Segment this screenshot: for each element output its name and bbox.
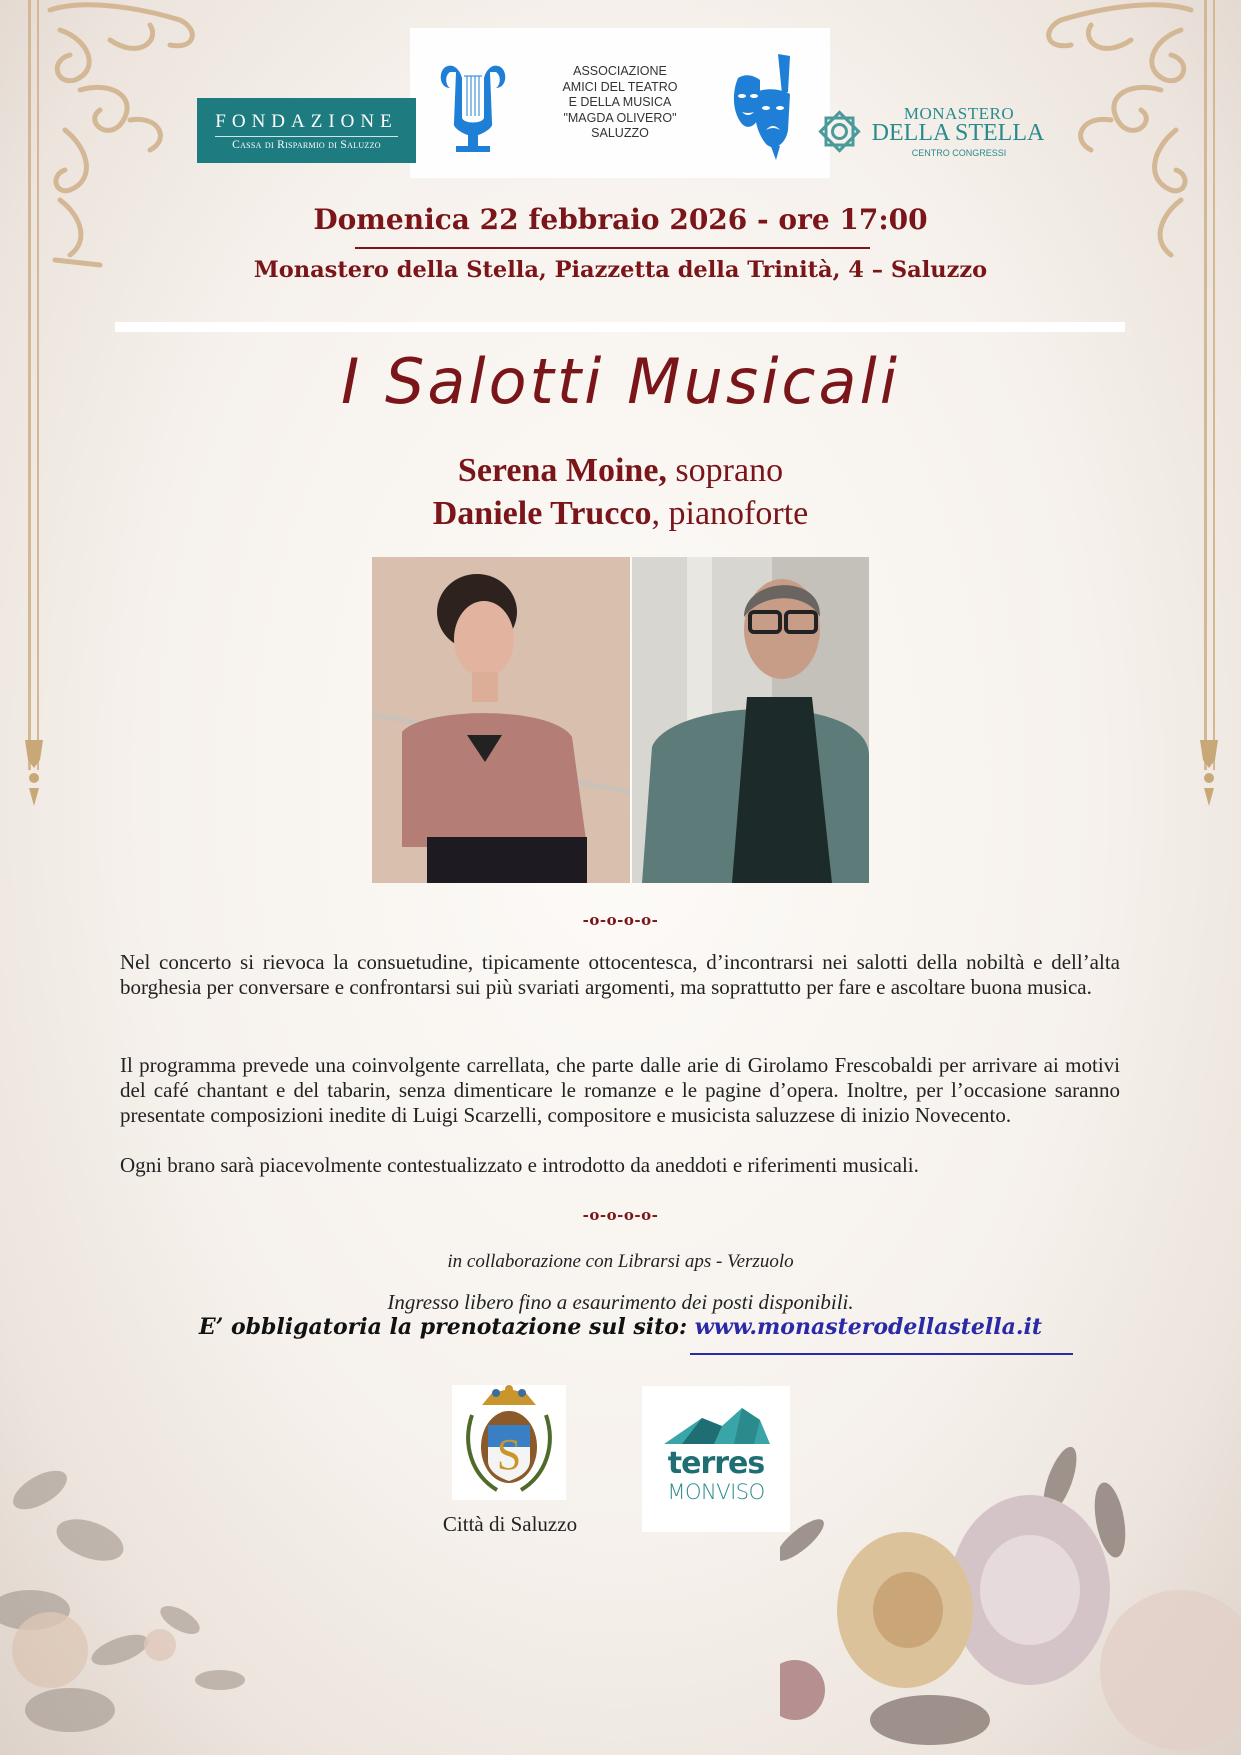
citta-di-saluzzo-logo	[452, 1385, 566, 1500]
associazione-logo-text	[545, 64, 695, 142]
assoc-line: E DELLA MUSICA	[568, 95, 672, 110]
theatre-masks-icon	[730, 52, 800, 162]
performer-role: soprano	[666, 452, 784, 489]
description-paragraph-2: Il programma prevede una coinvolgente carrellata, che parte dalle arie di Girolamo Frescobaldi per arrivare ai motivi del café chantant e del tabarin, senza dimenticare le romanze e le pagine d’opera. Inoltre, per l’occasione saranno presentate composizioni inedite di Luigi Scarzelli, compositore e musicista saluzzese di inizio Novecento.	[120, 1053, 1120, 1127]
performer-role: , pianoforte	[651, 495, 809, 532]
photo-serena-moine	[372, 557, 630, 883]
monastero-logo-line2: DELLA STELLA	[871, 120, 1045, 146]
booking-website-link[interactable]: www.monasterodellastella.it	[694, 1314, 1043, 1340]
assoc-line: SALUZZO	[591, 126, 649, 141]
collaboration-note: in collaborazione con Librarsi aps - Verzuolo	[447, 1251, 794, 1272]
event-date-time: Domenica 22 febbraio 2026 - ore 17:00	[313, 203, 928, 236]
finial-left-icon	[23, 738, 45, 808]
ornament-corner-left-icon	[20, 0, 220, 290]
performer-name: Serena Moine,	[457, 452, 667, 489]
assoc-line: AMICI DEL TEATRO	[562, 79, 678, 94]
event-venue: Monastero della Stella, Piazzetta della Trinità, 4 – Saluzzo	[253, 257, 988, 283]
monastero-logo-line3: CENTRO CONGRESSI	[911, 148, 1007, 158]
date-underline-divider	[355, 247, 870, 249]
photo-daniele-trucco	[632, 557, 869, 883]
booking-label: E’ obbligatoria la prenotazione sul sito:	[198, 1314, 695, 1340]
performer-name: Daniele Trucco	[432, 495, 652, 532]
fondazione-logo-subtitle: Cassa di Risparmio di Saluzzo	[232, 138, 381, 151]
assoc-line: "MAGDA OLIVERO"	[563, 110, 677, 125]
white-band-divider	[115, 322, 1125, 332]
performer-1	[0, 452, 1241, 490]
fondazione-logo	[197, 98, 416, 163]
fondazione-logo-title: FONDAZIONE	[215, 111, 397, 137]
citta-di-saluzzo-caption: Città di Saluzzo	[442, 1512, 578, 1536]
monastero-della-stella-logo	[812, 104, 1052, 164]
portrait-soprano-icon	[372, 557, 630, 883]
svg-text:S: S	[496, 1430, 522, 1479]
assoc-line: ASSOCIAZIONE	[573, 64, 667, 78]
link-underline	[690, 1353, 1073, 1355]
flowers-right-decoration-icon	[780, 1420, 1241, 1755]
description-paragraph-1: Nel concerto si rievoca la consuetudine, tipicamente ottocentesca, d’incontrarsi nei salotti della nobiltà e dell’alta borghesia per conversare e confrontarsi sui più svariati argomenti, ma soprattutto per fare e ascoltare buona musica.	[120, 950, 1120, 999]
finial-right-icon	[1198, 738, 1220, 808]
free-entry-note: Ingresso libero fino a esaurimento dei posti disponibili.	[387, 1290, 854, 1314]
star-rosette-icon	[812, 104, 867, 159]
flowers-left-decoration-icon	[0, 1320, 340, 1755]
separator-ornament: -o-o-o-o-	[582, 1206, 659, 1224]
coat-of-arms-icon	[452, 1385, 566, 1500]
terres-monviso-logo	[642, 1386, 790, 1532]
booking-note	[0, 1314, 1241, 1340]
description-paragraph-3: Ogni brano sarà piacevolmente contestualizzato e introdotto da aneddoti e riferimenti musicali.	[120, 1153, 919, 1177]
monastero-logo-line1: MONASTERO	[903, 104, 1015, 123]
performer-2	[0, 495, 1241, 533]
separator-ornament: -o-o-o-o-	[582, 911, 659, 929]
terres-logo-word: terres	[667, 1446, 765, 1481]
portrait-pianist-icon	[632, 557, 869, 883]
monviso-logo-word: MONVISO	[667, 1480, 765, 1504]
lyre-icon	[438, 58, 508, 158]
mountains-icon	[642, 1386, 790, 1446]
event-title: I Salotti Musicali	[341, 345, 900, 418]
